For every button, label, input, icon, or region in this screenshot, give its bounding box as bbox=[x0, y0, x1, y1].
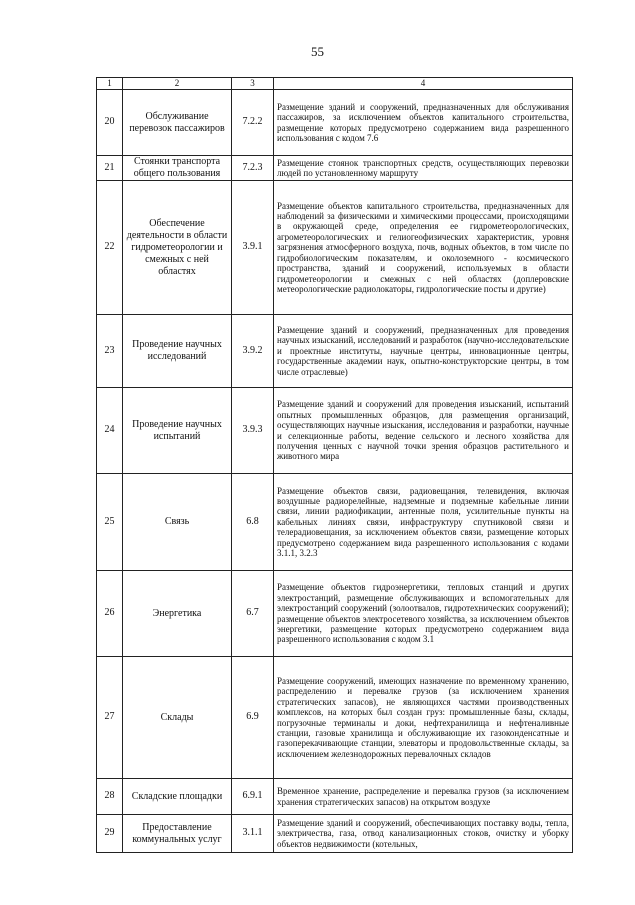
use-code: 7.2.3 bbox=[232, 156, 274, 181]
page-number: 55 bbox=[311, 44, 324, 59]
table-row bbox=[97, 657, 573, 779]
use-name: Проведение научных испытаний bbox=[123, 388, 232, 474]
row-number: 23 bbox=[97, 315, 123, 388]
use-code: 6.8 bbox=[232, 474, 274, 571]
row-number: 21 bbox=[97, 156, 123, 181]
use-code: 6.7 bbox=[232, 571, 274, 657]
use-name: Проведение научных исследований bbox=[123, 315, 232, 388]
table-row bbox=[97, 388, 573, 474]
table-header-row bbox=[97, 78, 573, 90]
use-description: Размещение зданий и сооружений, предназначенных для обслуживания пассажиров, за исключением объектов капитального строительства, размещение которых предусмотрено содержанием вида разрешенного использования с кодом 7.6 bbox=[274, 90, 573, 156]
use-name: Предоставление коммунальных услуг bbox=[123, 815, 232, 853]
use-name: Обеспечение деятельности в области гидрометеорологии и смежных с ней областях bbox=[123, 181, 232, 315]
use-name: Стоянки транспорта общего пользования bbox=[123, 156, 232, 181]
use-code: 6.9 bbox=[232, 657, 274, 779]
table-row bbox=[97, 815, 573, 853]
use-description: Размещение объектов капитального строительства, предназначенных для наблюдений за физическими и химическими процессами, происходящими в окружающей среде, определения ее гидрометеорологических, агрометеорологических и гелиогеофизических характеристик, уровня загрязнения атмосферного воздуха, почв, водных объектов, в том числе по гидробиологическим показателям, и околоземного - космического пространства, зданий и сооружений, используемых в области гидрометеорологии и смежных с ней областях (доплеровские метеорологические радиолокаторы, гидрологические посты и другие) bbox=[274, 181, 573, 315]
use-description: Размещение стоянок транспортных средств, осуществляющих перевозки людей по установленному маршруту bbox=[274, 156, 573, 181]
use-name: Энергетика bbox=[123, 571, 232, 657]
row-number: 24 bbox=[97, 388, 123, 474]
use-name: Связь bbox=[123, 474, 232, 571]
use-code: 3.9.3 bbox=[232, 388, 274, 474]
use-description: Временное хранение, распределение и перевалка грузов (за исключением хранения стратегических запасов) на открытом воздухе bbox=[274, 779, 573, 815]
land-use-table bbox=[96, 77, 573, 853]
table-row bbox=[97, 779, 573, 815]
row-number: 20 bbox=[97, 90, 123, 156]
use-code: 3.9.2 bbox=[232, 315, 274, 388]
use-description: Размещение зданий и сооружений для проведения изысканий, испытаний опытных промышленных образцов, для размещения организаций, осуществляющих научные изыскания, исследования и разработки, научные и селекционные работы, ведение сельского и лесного хозяйства для получения ценных с научной точки зрения образцов растительного и животного мира bbox=[274, 388, 573, 474]
use-description: Размещение зданий и сооружений, предназначенных для проведения научных изысканий, исследований и разработок (научно-исследовательские и проектные институты, научные центры, инновационные центры, государственные академии наук, опытно-конструкторские центры, в том числе отраслевые) bbox=[274, 315, 573, 388]
use-code: 3.9.1 bbox=[232, 181, 274, 315]
use-description: Размещение зданий и сооружений, обеспечивающих поставку воды, тепла, электричества, газа, отвод канализационных стоков, очистку и уборку объектов недвижимости (котельных, bbox=[274, 815, 573, 853]
use-name: Склады bbox=[123, 657, 232, 779]
table-row bbox=[97, 90, 573, 156]
use-code: 6.9.1 bbox=[232, 779, 274, 815]
header-col-2: 2 bbox=[123, 78, 232, 90]
table-row bbox=[97, 181, 573, 315]
table-row bbox=[97, 474, 573, 571]
table-row bbox=[97, 156, 573, 181]
row-number: 29 bbox=[97, 815, 123, 853]
use-name: Складские площадки bbox=[123, 779, 232, 815]
row-number: 22 bbox=[97, 181, 123, 315]
use-description: Размещение сооружений, имеющих назначение по временному хранению, распределению и перевалке грузов (за исключением хранения стратегических запасов), не являющихся частями производственных комплексов, на которых был создан груз: промышленные базы, склады, погрузочные терминалы и доки, нефтехранилища и нефтеналивные станции, газовые хранилища и обслуживающие их газоконденсатные и газоперекачивающие станции, элеваторы и продовольственные склады, за исключением железнодорожных перевалочных складов bbox=[274, 657, 573, 779]
use-name: Обслуживание перевозок пассажиров bbox=[123, 90, 232, 156]
header-col-4: 4 bbox=[274, 78, 573, 90]
header-col-3: 3 bbox=[232, 78, 274, 90]
row-number: 27 bbox=[97, 657, 123, 779]
table-row bbox=[97, 315, 573, 388]
row-number: 26 bbox=[97, 571, 123, 657]
use-description: Размещение объектов связи, радиовещания, телевидения, включая воздушные радиорелейные, надземные и подземные кабельные линии связи, линии радиофикации, антенные поля, усилительные пункты на кабельных линиях связи, инфраструктуру спутниковой связи и телерадиовещания, за исключением объектов связи, размещение которых предусмотрено содержанием вида разрешенного использования с кодами 3.1.1, 3.2.3 bbox=[274, 474, 573, 571]
header-col-1: 1 bbox=[97, 78, 123, 90]
use-description: Размещение объектов гидроэнергетики, тепловых станций и других электростанций, размещение обслуживающих и вспомогательных для электростанций сооружений (золоотвалов, гидротехнических сооружений); размещение объектов электросетевого хозяйства, за исключением объектов энергетики, размещение которых предусмотрено содержанием вида разрешенного использования с кодом 3.1 bbox=[274, 571, 573, 657]
row-number: 28 bbox=[97, 779, 123, 815]
table-row bbox=[97, 571, 573, 657]
row-number: 25 bbox=[97, 474, 123, 571]
use-code: 7.2.2 bbox=[232, 90, 274, 156]
use-code: 3.1.1 bbox=[232, 815, 274, 853]
